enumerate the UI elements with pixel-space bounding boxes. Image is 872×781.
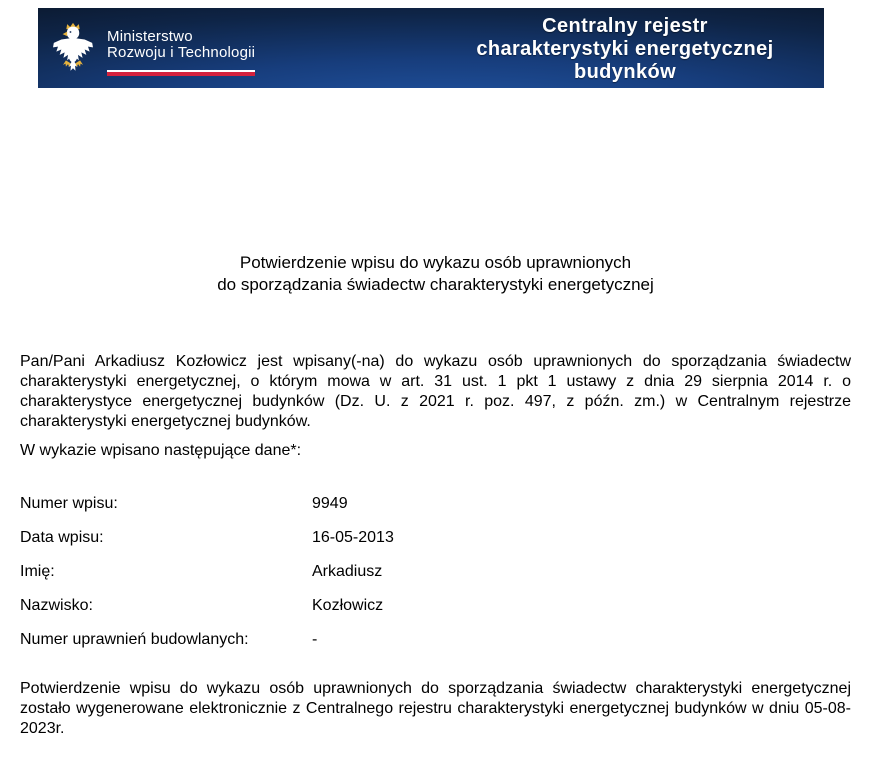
flag-red-bar <box>107 72 255 76</box>
registry-title-line1: Centralny rejestr <box>542 14 708 37</box>
fields-table <box>20 494 851 650</box>
registry-title-line2: charakterystyki energetycznej <box>476 37 774 60</box>
field-row-numer-wpisu <box>20 494 851 514</box>
field-label: Imię: <box>20 563 55 580</box>
poland-flag-stripe <box>107 70 255 76</box>
intro-paragraph: Pan/Pani Arkadiusz Kozłowicz jest wpisany(-na) do wykazu osób uprawnionych do sporządzania świadectw charakterystyki energetycznej, o którym mowa w art. 31 ust. 1 pkt 1 ustawy z dnia 29 sierpnia 2014 r. o charakterystyce energetycznej budynków (Dz. U. z 2021 r. poz. 497, z późn. zm.) w Centralnym rejestrze charakterystyki energetycznej budynków. <box>20 353 851 430</box>
ministry-name-line1: Ministerstwo <box>107 28 193 45</box>
ministry-name-line2: Rozwoju i Technologii <box>107 44 256 61</box>
document-title-line2: do sporządzania świadectw charakterystyki energetycznej <box>217 275 654 294</box>
field-row-data-wpisu <box>20 528 851 548</box>
footer-paragraph: Potwierdzenie wpisu do wykazu osób uprawnionych do sporządzania świadectw charakterystyki energetycznej zostało wygenerowane elektronicznie z Centralnego rejestru charakterystyki energetycznej budynków w dniu 05-08-2023r. <box>20 680 851 737</box>
polish-eagle-icon <box>52 22 94 82</box>
field-value: - <box>312 631 318 648</box>
document-title-line1: Potwierdzenie wpisu do wykazu osób uprawnionych <box>239 253 632 272</box>
confirmation-document <box>0 252 872 739</box>
field-row-imie <box>20 562 851 582</box>
ministry-wordmark <box>107 29 255 76</box>
document-title <box>20 252 851 296</box>
field-value: 9949 <box>312 495 348 512</box>
registry-title-line3: budynków <box>573 60 677 83</box>
fields-heading: W wykazie wpisano następujące dane*: <box>20 442 302 459</box>
field-value: Kozłowicz <box>312 597 384 614</box>
field-row-nazwisko <box>20 596 851 616</box>
field-row-numer-uprawnien <box>20 630 851 650</box>
gov-banner <box>38 8 824 88</box>
registry-title-block <box>426 8 824 88</box>
field-label: Numer uprawnień budowlanych: <box>20 631 249 648</box>
banner-ministry-section <box>38 8 426 88</box>
field-label: Nazwisko: <box>20 597 93 614</box>
field-label: Numer wpisu: <box>20 495 118 512</box>
field-label: Data wpisu: <box>20 529 104 546</box>
field-value: Arkadiusz <box>312 563 383 580</box>
field-value: 16-05-2013 <box>312 529 394 546</box>
